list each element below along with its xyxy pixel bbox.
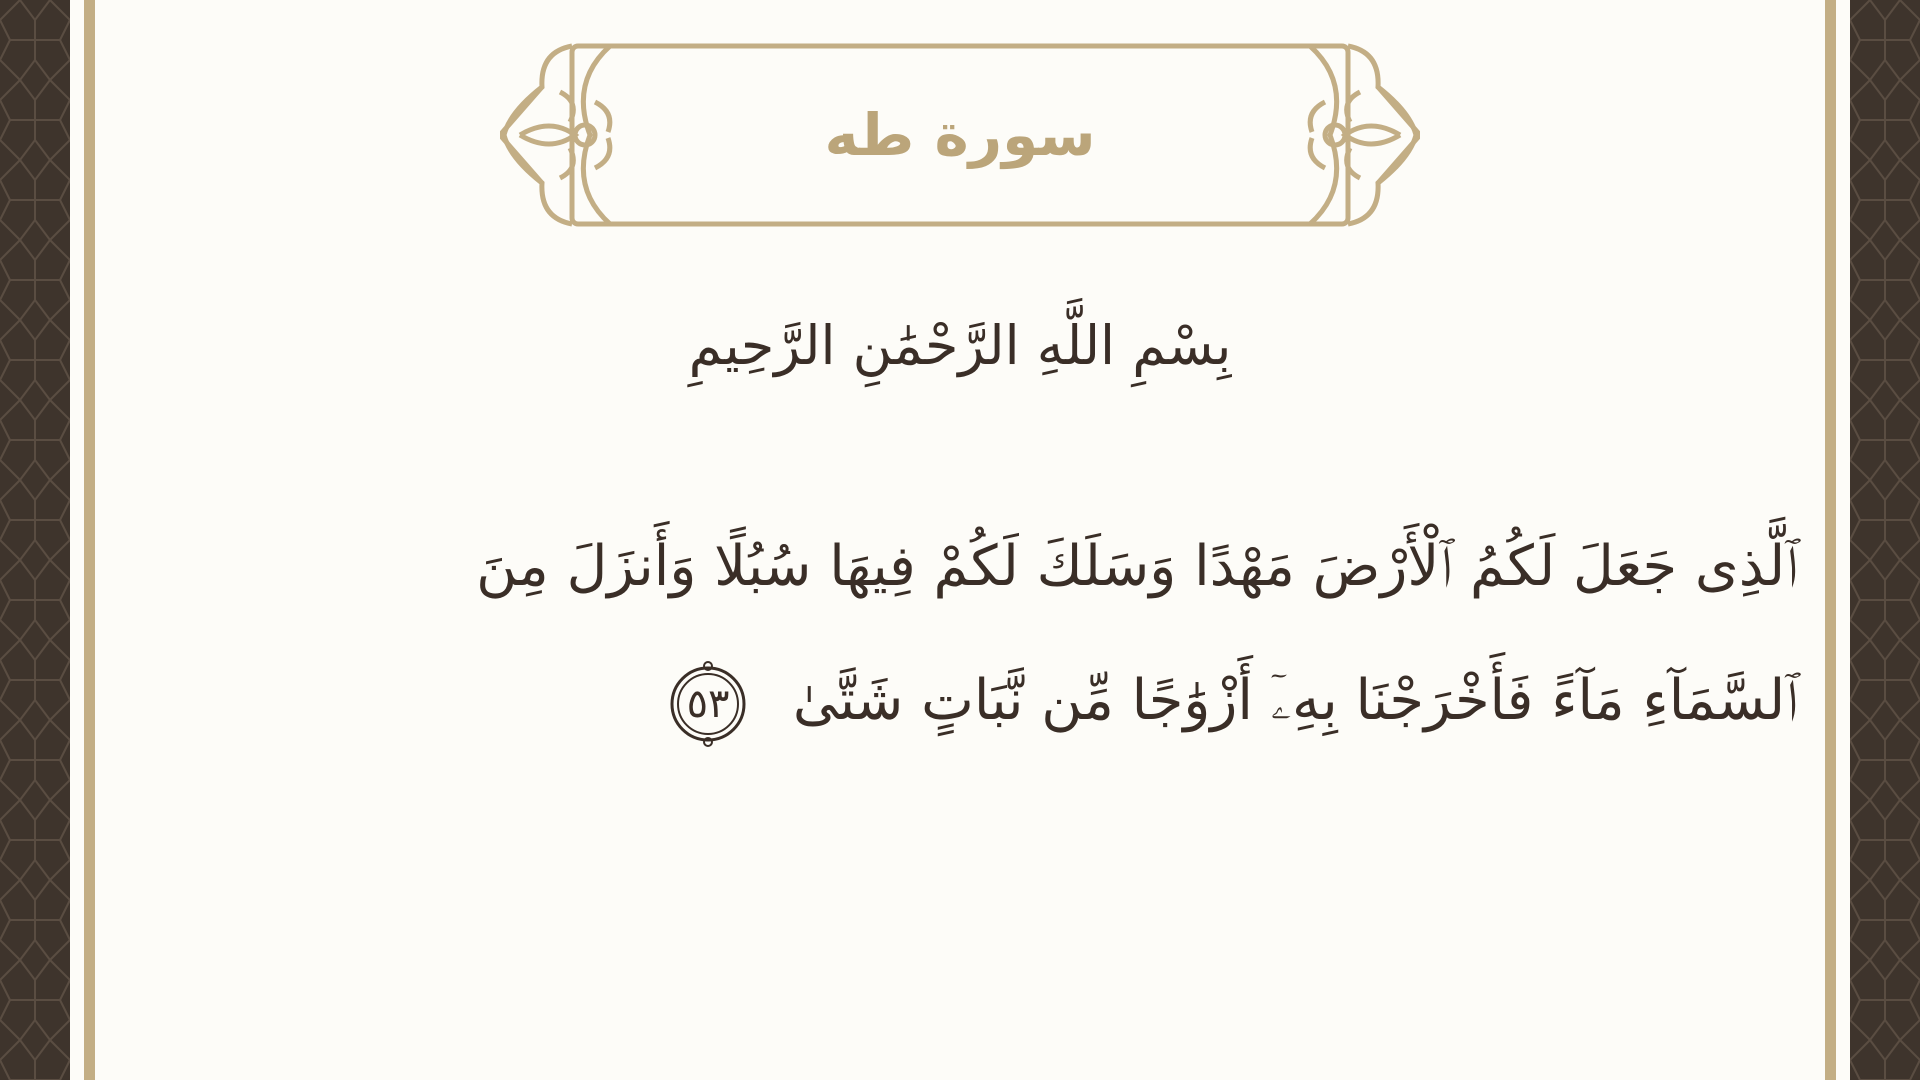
verse-number: ٥٣ [686,680,730,727]
right-gold-rule [1825,0,1836,1080]
basmala: بِسْمِ اللَّهِ الرَّحْمَٰنِ الرَّحِيمِ [688,313,1232,377]
left-decorative-border [0,0,70,1080]
verse-block [320,500,1798,768]
left-gold-rule [84,0,95,1080]
surah-title: سورة طه [824,101,1096,169]
right-decorative-border [1850,0,1920,1080]
ayah-end-marker-icon [665,661,751,747]
verse-text: ٱلَّذِى جَعَلَ لَكُمُ ٱلْأَرْضَ مَهْدًا وَسَلَكَ لَكُمْ فِيهَا سُبُلًا وَأَنزَلَ مِنَ ٱلسَّمَآءِ مَآءً فَأَخْرَجْنَا بِهِۦٓ أَزْوَٰجًا مِّن نَّبَاتٍ شَتَّىٰ [476,534,1798,733]
geometric-pattern-icon [0,0,70,1080]
geometric-pattern-icon [1850,0,1920,1080]
surah-header [500,42,1420,228]
